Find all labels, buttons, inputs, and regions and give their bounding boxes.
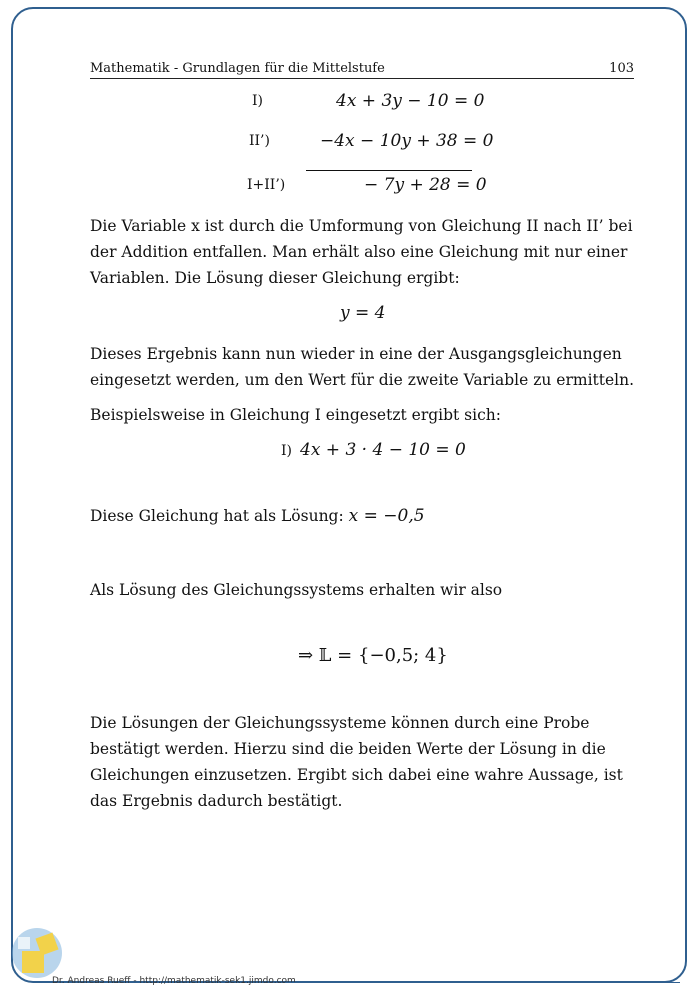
page-frame <box>11 7 687 983</box>
footer-line <box>285 982 680 983</box>
paragraph-text: Beispielsweise in Gleichung I eingesetzt ergibt sich: <box>90 406 501 424</box>
paragraph-example <box>90 402 650 428</box>
solution-text: Diese Gleichung hat als Lösung: <box>90 507 344 525</box>
paragraph-text: Die Variable x ist durch die Umformung von Gleichung II nach II’ bei der Addition entfallen. Man erhält also eine Gleichung mit nur einer Variablen. Die Lösung dieser Gleichung ergibt: <box>90 217 633 287</box>
pythagoras-logo <box>10 925 68 981</box>
result-y: y = 4 <box>340 303 386 323</box>
footer-credit: Dr. Andreas Rueff - http://mathematik-sek1.jimdo.com <box>52 976 296 986</box>
equation-label-1: I) <box>252 93 263 109</box>
equation-3: − 7y + 28 = 0 <box>364 175 487 195</box>
equation-1: 4x + 3y − 10 = 0 <box>336 91 485 111</box>
solution-sentence <box>90 503 650 529</box>
paragraph-elimination <box>90 213 650 291</box>
page-header <box>90 61 634 79</box>
paragraph-text: Als Lösung des Gleichungssystems erhalten wir also <box>90 581 503 599</box>
paragraph-text: Die Lösungen der Gleichungssysteme können durch eine Probe bestätigt werden. Hierzu sind die beiden Werte der Lösung in die Gleichungen einzusetzen. Ergibt sich dabei eine wahre Aussage, ist das Ergebnis dadurch bestätigt. <box>90 714 623 810</box>
equation-2: −4x − 10y + 38 = 0 <box>320 131 494 151</box>
page-number: 103 <box>609 61 634 76</box>
header-title: Mathematik - Grundlagen für die Mittelstufe <box>90 61 385 76</box>
solution-x: x = −0,5 <box>348 506 425 526</box>
solution-set: ⇒ 𝕃 = {−0,5; 4} <box>298 645 448 666</box>
sum-line <box>306 170 472 171</box>
equation-label-3: I+II’) <box>247 177 286 193</box>
paragraph-text: Dieses Ergebnis kann nun wieder in eine der Ausgangsgleichungen eingesetzt werden, um den Wert für die zweite Variable zu ermitteln. <box>90 345 635 389</box>
paragraph-probe <box>90 710 650 814</box>
substitution-label: I) <box>281 443 292 459</box>
equation-label-2: II’) <box>249 133 270 149</box>
paragraph-conclusion <box>90 577 650 603</box>
paragraph-substitution <box>90 341 650 393</box>
substitution-equation: 4x + 3 · 4 − 10 = 0 <box>300 440 466 460</box>
